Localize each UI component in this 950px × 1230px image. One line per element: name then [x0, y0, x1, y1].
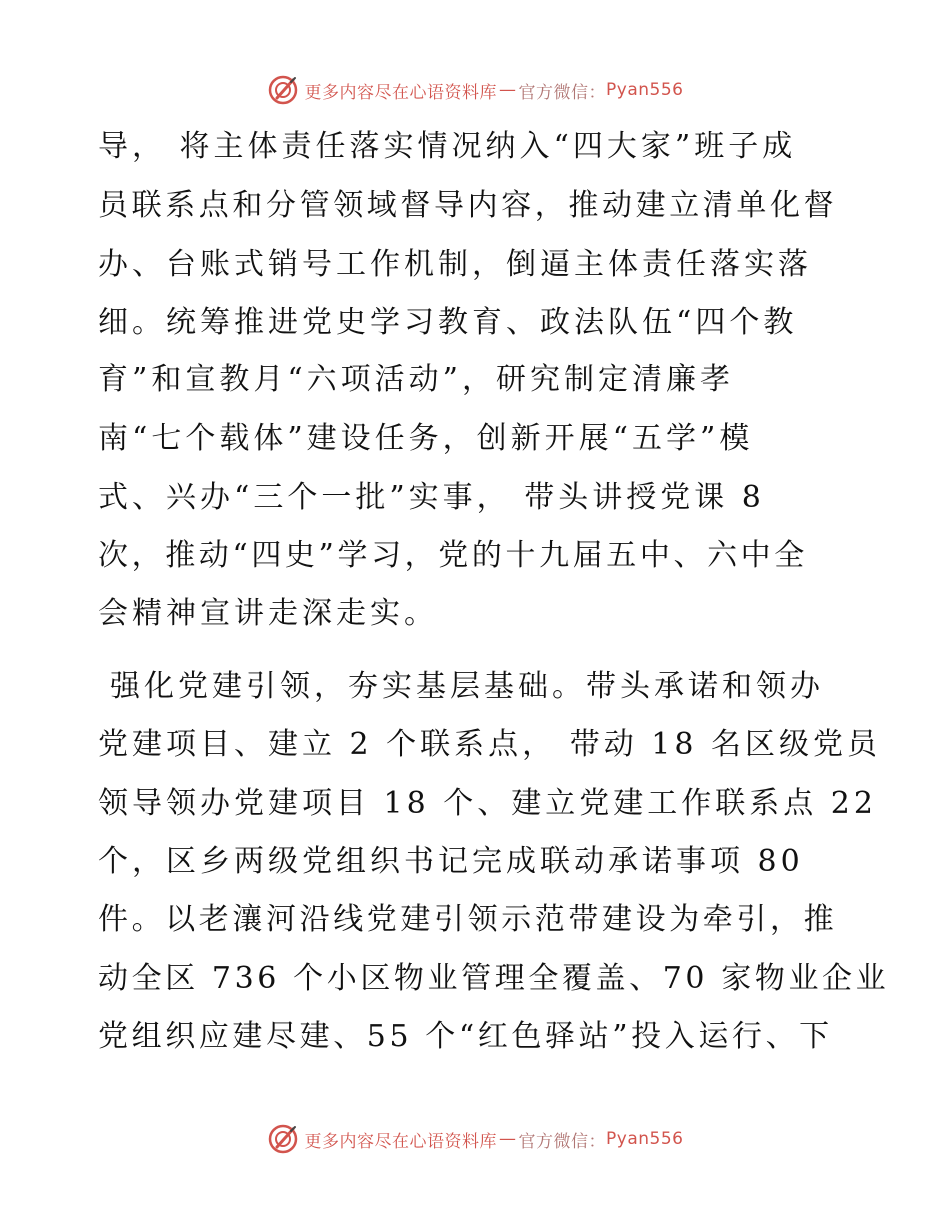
text-line: 次，推动“四史”学习，党的十九届五中、六中全	[98, 538, 808, 573]
text-line: 党建项目、建立 2 个联系点， 带动 18 名区级党员	[98, 727, 881, 762]
text-line: 会精神宣讲走深走实。	[98, 596, 438, 631]
text-line: 党组织应建尽建、55 个“红色驿站”投入运行、下	[98, 1019, 833, 1054]
text-line: 导， 将主体责任落实情况纳入“四大家”班子成	[98, 129, 797, 164]
text-line: 件。以老瀼河沿线党建引领示范带建设为牵引，推	[98, 902, 838, 937]
watermark-dash: —	[499, 1129, 517, 1149]
header-watermark-banner	[0, 70, 950, 110]
text-line: 员联系点和分管领域督导内容，推动建立清单化督	[98, 188, 838, 223]
brush-logo-icon	[267, 1123, 299, 1155]
brush-logo-icon	[267, 74, 299, 106]
text-line: 南“七个载体”建设任务，创新开展“五学”模	[98, 421, 754, 456]
footer-watermark-banner	[0, 1119, 950, 1159]
text-line: 育”和宣教月“六项活动”，研究制定清廉孝	[98, 362, 735, 397]
text-line: 领导领办党建项目 18 个、建立党建工作联系点 22	[98, 786, 877, 821]
watermark-wechat-label: 官方微信：	[518, 82, 607, 103]
text-line: 动全区 736 个小区物业管理全覆盖、70 家物业企业	[98, 961, 890, 996]
text-line: 办、台账式销号工作机制，倒逼主体责任落实落	[98, 247, 812, 282]
watermark-site-text: 更多内容尽在心语资料库	[304, 82, 498, 103]
watermark-site-text: 更多内容尽在心语资料库	[304, 1131, 498, 1152]
watermark-wechat-label: 官方微信：	[518, 1131, 607, 1152]
paragraph-start-line: 强化党建引领，夯实基层基础。带头承诺和领办	[110, 669, 824, 704]
text-line: 个，区乡两级党组织书记完成联动承诺事项 80	[98, 844, 804, 879]
watermark-handle: Pyan556	[606, 80, 684, 100]
text-line: 式、兴办“三个一批”实事， 带头讲授党课 8	[98, 480, 765, 515]
text-line: 细。统筹推进党史学习教育、政法队伍“四个教	[98, 305, 798, 340]
watermark-dash: —	[499, 80, 517, 100]
watermark-handle: Pyan556	[606, 1129, 684, 1149]
